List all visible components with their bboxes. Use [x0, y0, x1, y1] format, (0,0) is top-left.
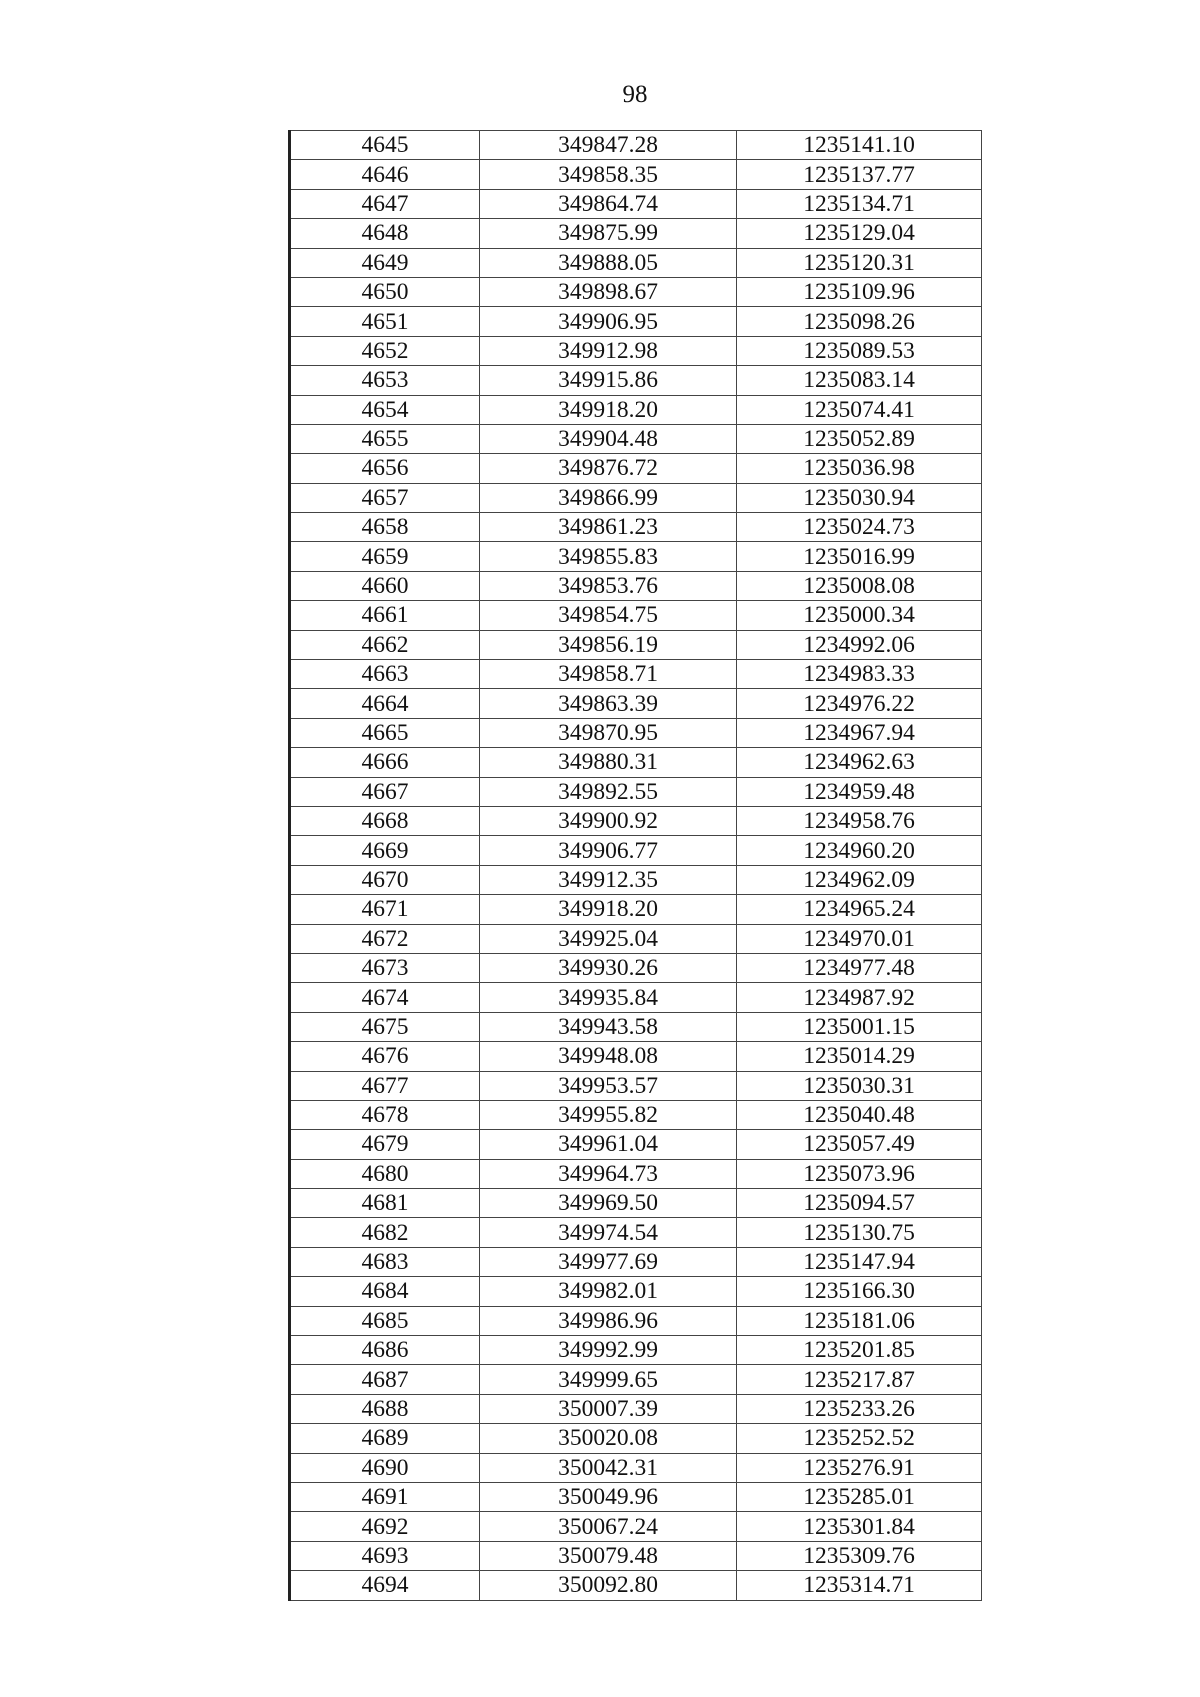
table-row: [290, 1012, 982, 1041]
table-row: [290, 836, 982, 865]
y-coordinate-cell: 1235014.29: [737, 1042, 982, 1071]
table-row: [290, 660, 982, 689]
point-number-cell: 4653: [290, 366, 480, 395]
table-row: [290, 424, 982, 453]
point-number-cell: 4676: [290, 1042, 480, 1071]
point-number-cell: 4678: [290, 1100, 480, 1129]
x-coordinate-cell: 349880.31: [480, 748, 737, 777]
point-number-cell: 4662: [290, 630, 480, 659]
x-coordinate-cell: 350067.24: [480, 1512, 737, 1541]
point-number-cell: 4681: [290, 1189, 480, 1218]
table-row: [290, 1571, 982, 1600]
y-coordinate-cell: 1234962.63: [737, 748, 982, 777]
point-number-cell: 4658: [290, 513, 480, 542]
table-row: [290, 248, 982, 277]
point-number-cell: 4687: [290, 1365, 480, 1394]
x-coordinate-cell: 349854.75: [480, 601, 737, 630]
y-coordinate-cell: 1235057.49: [737, 1130, 982, 1159]
x-coordinate-cell: 350007.39: [480, 1394, 737, 1423]
x-coordinate-cell: 349863.39: [480, 689, 737, 718]
table-row: [290, 806, 982, 835]
y-coordinate-cell: 1235000.34: [737, 601, 982, 630]
y-coordinate-cell: 1234967.94: [737, 718, 982, 747]
y-coordinate-cell: 1235040.48: [737, 1100, 982, 1129]
table-row: [290, 748, 982, 777]
table-row: [290, 1042, 982, 1071]
table-row: [290, 1189, 982, 1218]
point-number-cell: 4666: [290, 748, 480, 777]
point-number-cell: 4691: [290, 1482, 480, 1511]
point-number-cell: 4672: [290, 924, 480, 953]
x-coordinate-cell: 349912.35: [480, 865, 737, 894]
point-number-cell: 4667: [290, 777, 480, 806]
table-row: [290, 1453, 982, 1482]
point-number-cell: 4647: [290, 189, 480, 218]
y-coordinate-cell: 1235201.85: [737, 1336, 982, 1365]
table-row: [290, 1394, 982, 1423]
x-coordinate-cell: 349977.69: [480, 1247, 737, 1276]
table-row: [290, 160, 982, 189]
table-row: [290, 277, 982, 306]
y-coordinate-cell: 1234977.48: [737, 953, 982, 982]
point-number-cell: 4682: [290, 1218, 480, 1247]
x-coordinate-cell: 349875.99: [480, 219, 737, 248]
y-coordinate-cell: 1235073.96: [737, 1159, 982, 1188]
y-coordinate-cell: 1235001.15: [737, 1012, 982, 1041]
x-coordinate-cell: 349918.20: [480, 895, 737, 924]
table-row: [290, 953, 982, 982]
x-coordinate-cell: 349906.95: [480, 307, 737, 336]
x-coordinate-cell: 349935.84: [480, 983, 737, 1012]
x-coordinate-cell: 349853.76: [480, 571, 737, 600]
x-coordinate-cell: 350042.31: [480, 1453, 737, 1482]
x-coordinate-cell: 349915.86: [480, 366, 737, 395]
point-number-cell: 4679: [290, 1130, 480, 1159]
y-coordinate-cell: 1235137.77: [737, 160, 982, 189]
x-coordinate-cell: 349964.73: [480, 1159, 737, 1188]
table-row: [290, 571, 982, 600]
table-row: [290, 718, 982, 747]
table-row: [290, 924, 982, 953]
y-coordinate-cell: 1235074.41: [737, 395, 982, 424]
table-row: [290, 542, 982, 571]
y-coordinate-cell: 1234959.48: [737, 777, 982, 806]
y-coordinate-cell: 1235130.75: [737, 1218, 982, 1247]
point-number-cell: 4684: [290, 1277, 480, 1306]
x-coordinate-cell: 349992.99: [480, 1336, 737, 1365]
y-coordinate-cell: 1235301.84: [737, 1512, 982, 1541]
y-coordinate-cell: 1235147.94: [737, 1247, 982, 1276]
y-coordinate-cell: 1235016.99: [737, 542, 982, 571]
y-coordinate-cell: 1235083.14: [737, 366, 982, 395]
x-coordinate-cell: 350020.08: [480, 1424, 737, 1453]
y-coordinate-cell: 1235233.26: [737, 1394, 982, 1423]
y-coordinate-cell: 1234960.20: [737, 836, 982, 865]
x-coordinate-cell: 349918.20: [480, 395, 737, 424]
table-row: [290, 366, 982, 395]
x-coordinate-cell: 349925.04: [480, 924, 737, 953]
table-row: [290, 983, 982, 1012]
y-coordinate-cell: 1235098.26: [737, 307, 982, 336]
x-coordinate-cell: 349892.55: [480, 777, 737, 806]
y-coordinate-cell: 1235166.30: [737, 1277, 982, 1306]
x-coordinate-cell: 349961.04: [480, 1130, 737, 1159]
point-number-cell: 4651: [290, 307, 480, 336]
y-coordinate-cell: 1235134.71: [737, 189, 982, 218]
point-number-cell: 4693: [290, 1541, 480, 1570]
x-coordinate-cell: 349866.99: [480, 483, 737, 512]
y-coordinate-cell: 1234970.01: [737, 924, 982, 953]
y-coordinate-cell: 1235217.87: [737, 1365, 982, 1394]
x-coordinate-cell: 349858.71: [480, 660, 737, 689]
point-number-cell: 4674: [290, 983, 480, 1012]
point-number-cell: 4677: [290, 1071, 480, 1100]
table-row: [290, 630, 982, 659]
x-coordinate-cell: 349930.26: [480, 953, 737, 982]
x-coordinate-cell: 349888.05: [480, 248, 737, 277]
y-coordinate-cell: 1234958.76: [737, 806, 982, 835]
table-row: [290, 454, 982, 483]
table-row: [290, 777, 982, 806]
table-row: [290, 1512, 982, 1541]
table-row: [290, 219, 982, 248]
table-row: [290, 1218, 982, 1247]
point-number-cell: 4663: [290, 660, 480, 689]
table-row: [290, 513, 982, 542]
y-coordinate-cell: 1235052.89: [737, 424, 982, 453]
point-number-cell: 4683: [290, 1247, 480, 1276]
point-number-cell: 4692: [290, 1512, 480, 1541]
table-row: [290, 1306, 982, 1335]
y-coordinate-cell: 1235129.04: [737, 219, 982, 248]
point-number-cell: 4665: [290, 718, 480, 747]
y-coordinate-cell: 1235036.98: [737, 454, 982, 483]
point-number-cell: 4660: [290, 571, 480, 600]
point-number-cell: 4661: [290, 601, 480, 630]
x-coordinate-cell: 349870.95: [480, 718, 737, 747]
y-coordinate-cell: 1235024.73: [737, 513, 982, 542]
x-coordinate-cell: 349876.72: [480, 454, 737, 483]
y-coordinate-cell: 1235030.94: [737, 483, 982, 512]
point-number-cell: 4685: [290, 1306, 480, 1335]
point-number-cell: 4689: [290, 1424, 480, 1453]
table-row: [290, 307, 982, 336]
x-coordinate-cell: 349943.58: [480, 1012, 737, 1041]
table-row: [290, 1424, 982, 1453]
x-coordinate-cell: 349953.57: [480, 1071, 737, 1100]
point-number-cell: 4668: [290, 806, 480, 835]
x-coordinate-cell: 349906.77: [480, 836, 737, 865]
x-coordinate-cell: 349856.19: [480, 630, 737, 659]
table-row: [290, 131, 982, 160]
y-coordinate-cell: 1235120.31: [737, 248, 982, 277]
x-coordinate-cell: 349864.74: [480, 189, 737, 218]
point-number-cell: 4688: [290, 1394, 480, 1423]
x-coordinate-cell: 349982.01: [480, 1277, 737, 1306]
x-coordinate-cell: 350079.48: [480, 1541, 737, 1570]
table-row: [290, 895, 982, 924]
page-number: 98: [622, 81, 648, 108]
table-row: [290, 865, 982, 894]
y-coordinate-cell: 1235252.52: [737, 1424, 982, 1453]
table-row: [290, 1336, 982, 1365]
table-row: [290, 1541, 982, 1570]
x-coordinate-cell: 350092.80: [480, 1571, 737, 1600]
point-number-cell: 4657: [290, 483, 480, 512]
x-coordinate-cell: 349974.54: [480, 1218, 737, 1247]
x-coordinate-cell: 349847.28: [480, 131, 737, 160]
y-coordinate-cell: 1235030.31: [737, 1071, 982, 1100]
point-number-cell: 4675: [290, 1012, 480, 1041]
point-number-cell: 4669: [290, 836, 480, 865]
y-coordinate-cell: 1234962.09: [737, 865, 982, 894]
table-row: [290, 1277, 982, 1306]
point-number-cell: 4645: [290, 131, 480, 160]
table-row: [290, 689, 982, 718]
y-coordinate-cell: 1234992.06: [737, 630, 982, 659]
table-row: [290, 1071, 982, 1100]
table-row: [290, 336, 982, 365]
point-number-cell: 4648: [290, 219, 480, 248]
point-number-cell: 4671: [290, 895, 480, 924]
table-row: [290, 483, 982, 512]
y-coordinate-cell: 1235181.06: [737, 1306, 982, 1335]
y-coordinate-cell: 1235309.76: [737, 1541, 982, 1570]
table-row: [290, 1247, 982, 1276]
point-number-cell: 4650: [290, 277, 480, 306]
point-number-cell: 4656: [290, 454, 480, 483]
point-number-cell: 4655: [290, 424, 480, 453]
table-row: [290, 1130, 982, 1159]
point-number-cell: 4652: [290, 336, 480, 365]
y-coordinate-cell: 1234976.22: [737, 689, 982, 718]
y-coordinate-cell: 1235089.53: [737, 336, 982, 365]
point-number-cell: 4673: [290, 953, 480, 982]
point-number-cell: 4680: [290, 1159, 480, 1188]
x-coordinate-cell: 349858.35: [480, 160, 737, 189]
y-coordinate-cell: 1235276.91: [737, 1453, 982, 1482]
point-number-cell: 4659: [290, 542, 480, 571]
x-coordinate-cell: 349999.65: [480, 1365, 737, 1394]
x-coordinate-cell: 349900.92: [480, 806, 737, 835]
point-number-cell: 4646: [290, 160, 480, 189]
table-row: [290, 189, 982, 218]
y-coordinate-cell: 1235141.10: [737, 131, 982, 160]
point-number-cell: 4649: [290, 248, 480, 277]
point-number-cell: 4654: [290, 395, 480, 424]
x-coordinate-cell: 350049.96: [480, 1482, 737, 1511]
table-row: [290, 1482, 982, 1511]
table-row: [290, 395, 982, 424]
y-coordinate-cell: 1234983.33: [737, 660, 982, 689]
x-coordinate-cell: 349969.50: [480, 1189, 737, 1218]
point-number-cell: 4690: [290, 1453, 480, 1482]
x-coordinate-cell: 349912.98: [480, 336, 737, 365]
x-coordinate-cell: 349948.08: [480, 1042, 737, 1071]
table-row: [290, 1159, 982, 1188]
x-coordinate-cell: 349986.96: [480, 1306, 737, 1335]
coordinates-table: [288, 130, 982, 1601]
y-coordinate-cell: 1235109.96: [737, 277, 982, 306]
x-coordinate-cell: 349855.83: [480, 542, 737, 571]
point-number-cell: 4664: [290, 689, 480, 718]
y-coordinate-cell: 1235285.01: [737, 1482, 982, 1511]
point-number-cell: 4686: [290, 1336, 480, 1365]
y-coordinate-cell: 1235094.57: [737, 1189, 982, 1218]
point-number-cell: 4670: [290, 865, 480, 894]
y-coordinate-cell: 1235314.71: [737, 1571, 982, 1600]
table-row: [290, 601, 982, 630]
table-row: [290, 1100, 982, 1129]
x-coordinate-cell: 349904.48: [480, 424, 737, 453]
y-coordinate-cell: 1235008.08: [737, 571, 982, 600]
x-coordinate-cell: 349898.67: [480, 277, 737, 306]
y-coordinate-cell: 1234987.92: [737, 983, 982, 1012]
y-coordinate-cell: 1234965.24: [737, 895, 982, 924]
x-coordinate-cell: 349955.82: [480, 1100, 737, 1129]
point-number-cell: 4694: [290, 1571, 480, 1600]
table-row: [290, 1365, 982, 1394]
coordinates-table-body: [290, 131, 982, 1601]
x-coordinate-cell: 349861.23: [480, 513, 737, 542]
